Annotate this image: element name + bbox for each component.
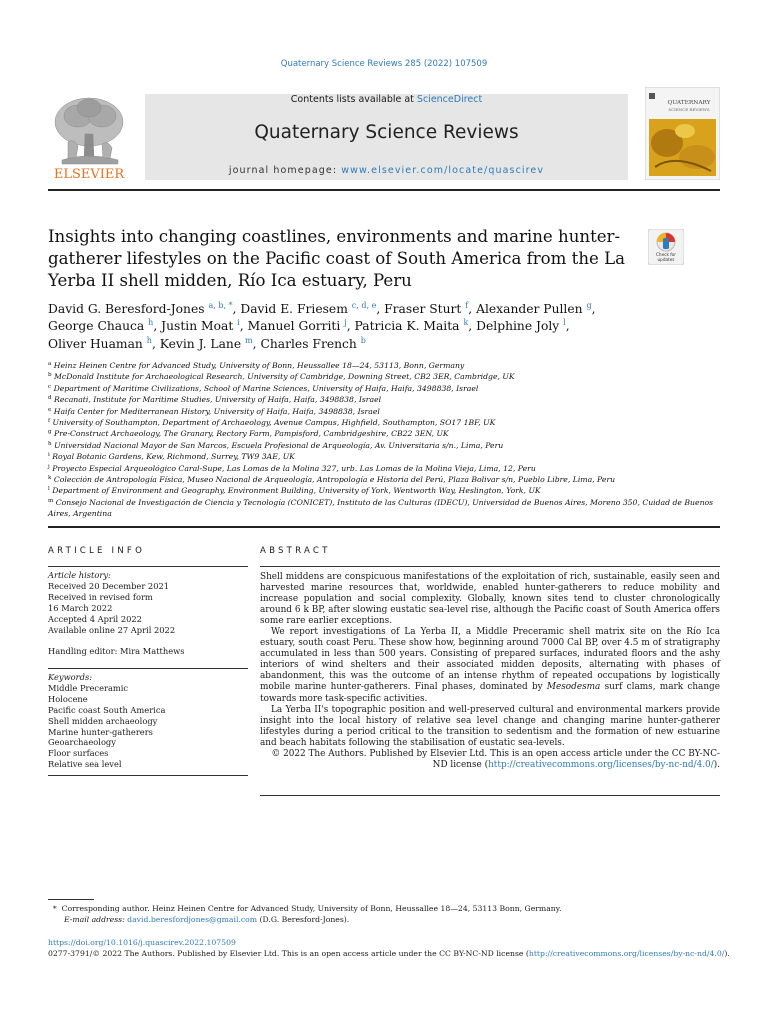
article-info-heading: ARTICLE INFO — [48, 546, 146, 556]
issn-license-link[interactable]: http://creativecommons.org/licenses/by-nc-nd/4.0/ — [528, 949, 725, 958]
abstract-p2-genus: Mesodesma — [546, 682, 601, 693]
email-suffix: (D.G. Beresford-Jones). — [257, 915, 350, 924]
author-list: David G. Beresford-Jones $^{a, b, *}$, David E. Friesem $^{c, d, e}$, Fraser Sturt $^f$, Alexander Pullen $^g$, George Chauca $^h$, Justin Moat $^i$, Manuel Gorriti $^j$, Patricia K. Maita $^k$, Delphine Joly $^l$, Oliver Huaman $^h$, Kevin J. Lane $^m$, Charles French $^b$ — [48, 301, 596, 351]
article-history-items — [48, 581, 248, 636]
footnote-line-2 — [48, 914, 728, 925]
keywords-section — [48, 672, 248, 770]
affiliation-key: e — [48, 406, 52, 413]
author-name[interactable]: David G. Beresford-Jones — [48, 302, 205, 316]
affiliation-key: j — [48, 463, 50, 470]
affiliation-text: Colección de Antropología Física, Museo Nacional de Arqueología, Antropología e Historia del Perú, Plaza Bolivar s/n, Pueblo Libre, Lima, Peru — [53, 475, 616, 485]
author-name[interactable]: Alexander Pullen — [476, 302, 583, 316]
author[interactable] — [48, 337, 152, 351]
author-affiliation-marker[interactable]: c, d, e — [351, 301, 377, 310]
footnote-rule — [48, 899, 94, 900]
abstract-p2-text-a: We report investigations of La Yerba II, a Middle Preceramic shell matrix site on the Río Ica estuary, south coast Peru. These show how, beginning around 7000 Cal BP, over 4.5 m of stratigraphy accumulated in less than 500 years. Consisting of prepared surfaces, indurated floors and the ashy interiors of wind shelters and their associated midden deposits, alternating with phases of abandonment, this was the outcome of an intense rhythm of repeated occupations by logistically mobile marine hunter-gatherers. Final phases, dominated by — [260, 627, 720, 693]
keyword: Floor surfaces — [48, 748, 109, 759]
article-info-rule — [48, 566, 248, 567]
history-item: 16 March 2022 — [48, 602, 113, 613]
author[interactable] — [355, 319, 469, 333]
corresponding-author-footnote — [48, 903, 728, 925]
author-name[interactable]: Manuel Gorriti — [247, 319, 341, 334]
affiliation-key: h — [48, 440, 52, 447]
affiliation-text: Proyecto Especial Arqueológico Caral-Supe, Las Lomas de la Molina 327, urb. Las Lomas de la Molina Vieja, Lima, 12, Peru — [52, 463, 536, 473]
abstract-body — [260, 572, 720, 771]
author-affiliation-marker[interactable]: i — [237, 318, 240, 328]
affiliation — [48, 463, 728, 474]
sciencedirect-link[interactable]: ScienceDirect — [416, 94, 483, 105]
keyword: Shell midden archaeology — [48, 715, 158, 726]
keyword: Middle Preceramic — [48, 682, 129, 693]
keywords-rule — [48, 668, 248, 669]
affiliation-key: f — [48, 418, 51, 425]
cover-title: QUATERNARY — [667, 100, 711, 106]
affiliation-list — [48, 360, 728, 520]
homepage-prefix: journal homepage: — [228, 165, 342, 176]
author-affiliation-marker[interactable]: a, b, * — [208, 301, 233, 310]
author[interactable] — [384, 302, 468, 316]
affiliation — [48, 383, 728, 394]
contents-prefix: Contents lists available at — [290, 94, 417, 105]
article-title: Insights into changing coastlines, environments and marine hunter-gatherer lifestyles on the Pacific coast of South America from the La Yerba II shell midden, Río Ica estuary, Peru — [48, 227, 626, 290]
issn-license-line — [48, 949, 738, 958]
author-name[interactable]: Patricia K. Maita — [354, 319, 460, 334]
affiliation-text: Haifa Center for Mediterranean History, University of Haifa, Haifa, 3498838, Israel — [53, 406, 380, 416]
keyword: Holocene — [48, 693, 88, 704]
affiliation — [48, 440, 728, 451]
crossmark-label-2: updates — [657, 257, 675, 262]
author-name[interactable]: Oliver Huaman — [48, 336, 143, 351]
author-affiliation-marker[interactable]: l — [563, 318, 566, 328]
affiliation — [48, 451, 728, 462]
author-affiliation-marker[interactable]: m — [245, 335, 253, 345]
author-name[interactable]: Fraser Sturt — [384, 302, 462, 316]
abstract-license-link[interactable]: http://creativecommons.org/licenses/by-nc-nd/4.0/ — [488, 759, 714, 770]
article-history-label: Article history: — [48, 570, 111, 580]
author[interactable] — [161, 319, 240, 333]
author[interactable] — [260, 337, 365, 351]
abstract-p2-text-b: surf clams, mark change towards more task-specific activities. — [260, 682, 720, 704]
keyword: Marine hunter-gatherers — [48, 726, 153, 737]
author-affiliation-marker[interactable]: k — [463, 318, 469, 328]
affiliation-key: a — [48, 361, 52, 367]
abstract-copyright-text: © 2022 The Authors. Published by Elsevier Ltd. This is an open access article under the CC BY-NC-ND license ( — [271, 748, 720, 770]
handling-editor: Handling editor: Mira Matthews — [48, 646, 185, 656]
affiliation — [48, 428, 728, 439]
keyword: Geoarchaeology — [48, 737, 116, 748]
journal-name[interactable]: Quaternary Science Reviews — [254, 122, 519, 143]
affiliation-text: Universidad Nacional Mayor de San Marcos, Escuela Profesional de Arqueología, Av. Universitaria s/n., Lima, Peru — [54, 440, 504, 450]
abstract-paragraph-3: La Yerba II's topographic position and well-preserved cultural and environmental markers provide insight into the local history of relative sea level change and changing marine hunter-gatherer lifestyles during a period critical to the transition to sedentism and the formation of new estuarine and beach habitats following the stabilisation of eustatic sea-levels. — [260, 704, 720, 748]
affiliation-text: Department of Environment and Geography, Environment Building, University of York, Wentworth Way, Heslington, York, UK — [52, 486, 541, 496]
affiliation — [48, 371, 728, 382]
affiliation — [48, 474, 728, 485]
keyword-items — [48, 683, 248, 770]
affiliation — [48, 406, 728, 417]
journal-homepage-line — [145, 165, 628, 176]
history-item: Received 20 December 2021 — [48, 580, 170, 591]
email-link[interactable]: david.beresfordjones@gmail.com — [127, 915, 258, 924]
affiliation-text: Heinz Heinen Centre for Advanced Study, University of Bonn, Heussallee 18—24, 53113, Bonn, Germany — [53, 361, 465, 370]
affiliation-key: d — [48, 395, 52, 402]
affiliation — [48, 485, 728, 496]
affiliation — [48, 394, 728, 405]
author[interactable] — [160, 337, 253, 351]
author-name[interactable]: Charles French — [260, 336, 357, 351]
crossmark-icon — [648, 229, 684, 265]
journal-cover-thumbnail[interactable] — [645, 87, 720, 180]
affiliation — [48, 497, 728, 520]
keyword: Pacific coast South America — [48, 704, 166, 715]
contents-line — [145, 94, 628, 105]
author-name[interactable]: David E. Friesem — [240, 302, 348, 316]
article-info-end-rule — [48, 775, 248, 776]
affiliation-key: i — [48, 452, 50, 459]
footnote-line-1 — [48, 903, 728, 914]
cover-subtitle: SCIENCE REVIEWS — [668, 107, 710, 112]
author-name[interactable]: Kevin J. Lane — [159, 336, 242, 351]
affiliation-key: l — [48, 486, 50, 493]
affiliation — [48, 360, 728, 371]
affiliation-key: k — [48, 475, 52, 482]
cover-image-icon — [645, 87, 720, 180]
author-name[interactable]: Delphine Joly — [476, 319, 560, 334]
keyword: Relative sea level — [48, 759, 122, 770]
footnote-corresponding: Corresponding author. Heinz Heinen Centre for Advanced Study, University of Bonn, Heussallee 18—24, 53113 Bonn, Germany. — [61, 904, 562, 913]
author[interactable] — [48, 319, 153, 333]
abstract-copyright — [260, 749, 720, 771]
author-affiliation-marker[interactable]: b — [360, 335, 366, 345]
section-divider — [48, 526, 720, 528]
abstract-paragraph-1: Shell middens are conspicuous manifestations of the exploitation of rich, sustainable, easily seen and harvested marine resources that, worldwide, enabled hunter-gatherers to reduce mobility and increase population and social complexity. Globally, known sites tend to cluster chronologically around 6 k BP, after slowing eustatic sea-level rise, although the Pacific coast of South America offers some rare earlier exceptions. — [260, 572, 720, 627]
check-for-updates-badge[interactable] — [648, 229, 684, 265]
abstract-end-rule — [260, 795, 720, 796]
author-affiliation-marker[interactable]: h — [146, 335, 152, 345]
article-history — [48, 570, 248, 635]
author[interactable] — [240, 302, 376, 316]
author[interactable] — [476, 319, 566, 333]
affiliation-text: Consejo Nacional de Investigación de Ciencia y Tecnología (CONICET), Instituto de las Culturas (IDECU), Universidad de Buenos Aires, Moreno 350, Cuidad de Buenos Aires, Argentina — [48, 497, 714, 519]
abstract-paragraph-2 — [260, 627, 720, 704]
history-item: Received in revised form — [48, 591, 153, 602]
elsevier-logo[interactable] — [48, 94, 130, 180]
author-name[interactable]: George Chauca — [48, 319, 145, 334]
abstract-rule — [260, 566, 720, 567]
elsevier-tree-icon — [48, 94, 130, 180]
issn-close: ). — [724, 949, 730, 958]
affiliation-text: Pre-Construct Archaeology, The Granary, Rectory Farm, Pampisford, Cambridgeshire, CB22 3EN, UK — [54, 429, 449, 439]
keywords-label: Keywords: — [48, 672, 93, 682]
affiliation-text: University of Southampton, Department of Archaeology, Avenue Campus, Highfield, Southampton, SO17 1BF, UK — [52, 418, 496, 428]
elsevier-wordmark: ELSEVIER — [53, 167, 125, 180]
abstract-copyright-close: ). — [713, 759, 720, 770]
abstract-heading: ABSTRACT — [260, 546, 331, 556]
email-label: E-mail address: — [64, 915, 125, 924]
author-affiliation-marker[interactable]: g — [586, 301, 592, 310]
affiliation-text: McDonald Institute for Archaeological Research, University of Cambridge, Downing Street, CB2 3ER, Cambridge, UK — [54, 372, 515, 382]
author-affiliation-marker[interactable]: h — [148, 318, 154, 328]
affiliation-text: Royal Botanic Gardens, Kew, Richmond, Surrey, TW9 3AE, UK — [52, 452, 295, 462]
crossmark-label-1: Check for — [656, 252, 676, 257]
author[interactable] — [48, 302, 233, 316]
author-name[interactable]: Justin Moat — [161, 319, 234, 334]
doi-link[interactable]: https://doi.org/10.1016/j.quascirev.2022.107509 — [48, 938, 236, 947]
affiliation-text: Recanati, Institute for Maritime Studies, University of Haifa, Haifa, 3498838, Israel — [54, 395, 382, 405]
header-divider — [48, 189, 720, 191]
affiliation — [48, 417, 728, 428]
history-item: Available online 27 April 2022 — [48, 624, 176, 635]
author[interactable] — [476, 302, 592, 316]
affiliation-text: Department of Maritime Civilizations, School of Marine Sciences, University of Haifa, Haifa, 3498838, Israel — [53, 383, 479, 393]
author-affiliation-marker[interactable]: j — [344, 318, 347, 328]
history-item: Accepted 4 April 2022 — [48, 613, 142, 624]
affiliation-key: b — [48, 372, 52, 379]
affiliation-key: m — [48, 497, 54, 504]
journal-homepage-link[interactable]: www.elsevier.com/locate/quascirev — [341, 165, 545, 176]
author-affiliation-marker[interactable]: f — [465, 301, 469, 310]
issn-text: 0277-3791/© 2022 The Authors. Published by Elsevier Ltd. This is an open access article under the CC BY-NC-ND license ( — [48, 949, 529, 958]
journal-reference[interactable]: Quaternary Science Reviews 285 (2022) 107509 — [280, 59, 488, 69]
affiliation-key: c — [48, 383, 52, 390]
affiliation-key: g — [48, 429, 52, 436]
footnote-marker: * — [52, 904, 57, 913]
author[interactable] — [248, 319, 347, 333]
